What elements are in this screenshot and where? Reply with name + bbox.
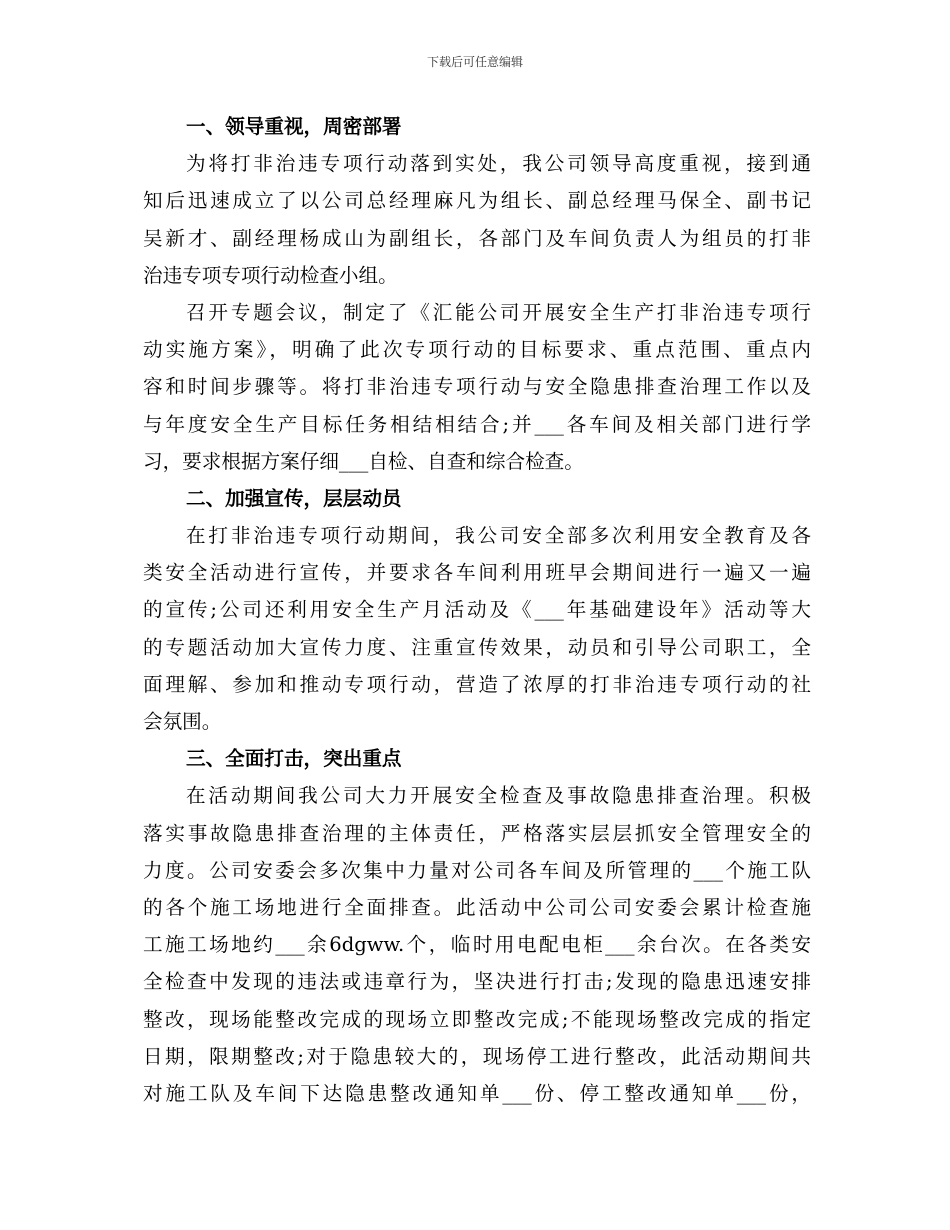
text-line: 会氛围。 bbox=[143, 710, 222, 733]
paragraph bbox=[143, 294, 811, 480]
text-line: 的各个施工场地进行全面排查。此活动中公司公司安委会累计检查施 bbox=[143, 895, 811, 919]
text-line: 的专题活动加大宣传力度、注重宣传效果，动员和引导公司职工，全 bbox=[143, 635, 811, 659]
paragraph bbox=[143, 517, 811, 740]
section-heading-2: 二、加强宣传，层层动员 bbox=[186, 486, 402, 510]
text-line: 习，要求根据方案仔细___自检、自查和综合检查。 bbox=[143, 449, 584, 473]
section-heading-3: 三、全面打击，突出重点 bbox=[186, 747, 402, 771]
section-heading-1: 一、领导重视，周密部署 bbox=[186, 115, 402, 138]
paragraph bbox=[143, 777, 811, 1112]
text-line: 全检查中发现的违法或违章行为，坚决进行打击;发现的隐患迅速安排 bbox=[143, 970, 811, 994]
text-line: 日期，限期整改;对于隐患较大的，现场停工进行整改，此活动期间共 bbox=[143, 1044, 811, 1068]
text-line: 整改，现场能整改完成的现场立即整改完成;不能现场整改完成的指定 bbox=[143, 1007, 811, 1031]
text-line: 面理解、参加和推动专项行动，营造了浓厚的打非治违专项行动的社 bbox=[143, 672, 811, 696]
text-line: 治违专项专项行动检查小组。 bbox=[143, 263, 398, 287]
text-line: 落实事故隐患排查治理的主体责任，严格落实层层抓安全管理安全的 bbox=[143, 821, 811, 845]
text-line: 与年度安全生产目标任务相结相结合;并___各车间及相关部门进行学 bbox=[143, 412, 811, 436]
text-line: 力度。公司安委会多次集中力量对公司各车间及所管理的___个施工队 bbox=[143, 858, 811, 882]
text-line: 在活动期间我公司大力开展安全检查及事故隐患排查治理。积极 bbox=[186, 784, 811, 808]
text-line: 为将打非治违专项行动落到实处，我公司领导高度重视，接到通 bbox=[186, 152, 811, 176]
paragraph bbox=[143, 145, 811, 294]
text-line: 工施工场地约___余6dgww.个，临时用电配电柜___余台次。在各类安 bbox=[143, 933, 811, 957]
text-line: 知后迅速成立了以公司总经理麻凡为组长、副总经理马保全、副书记 bbox=[143, 189, 811, 213]
text-line: 动实施方案》，明确了此次专项行动的目标要求、重点范围、重点内 bbox=[143, 338, 811, 362]
text-line: 的宣传;公司还利用安全生产月活动及《___年基础建设年》活动等大 bbox=[143, 598, 811, 622]
text-line: 容和时间步骤等。将打非治违专项行动与安全隐患排查治理工作以及 bbox=[143, 375, 811, 399]
text-line: 在打非治违专项行动期间，我公司安全部多次利用安全教育及各 bbox=[186, 524, 811, 548]
document-body bbox=[143, 108, 811, 1112]
text-line: 吴新才、副经理杨成山为副组长，各部门及车间负责人为组员的打非 bbox=[143, 226, 811, 250]
text-line: 召开专题会议，制定了《汇能公司开展安全生产打非治违专项行 bbox=[186, 300, 811, 324]
page-header: 下载后可任意编辑 bbox=[426, 55, 523, 69]
text-line: 对施工队及车间下达隐患整改通知单___份、停工整改通知单___份， bbox=[143, 1081, 811, 1105]
text-line: 类安全活动进行宣传，并要求各车间利用班早会期间进行一遍又一遍 bbox=[143, 561, 811, 585]
